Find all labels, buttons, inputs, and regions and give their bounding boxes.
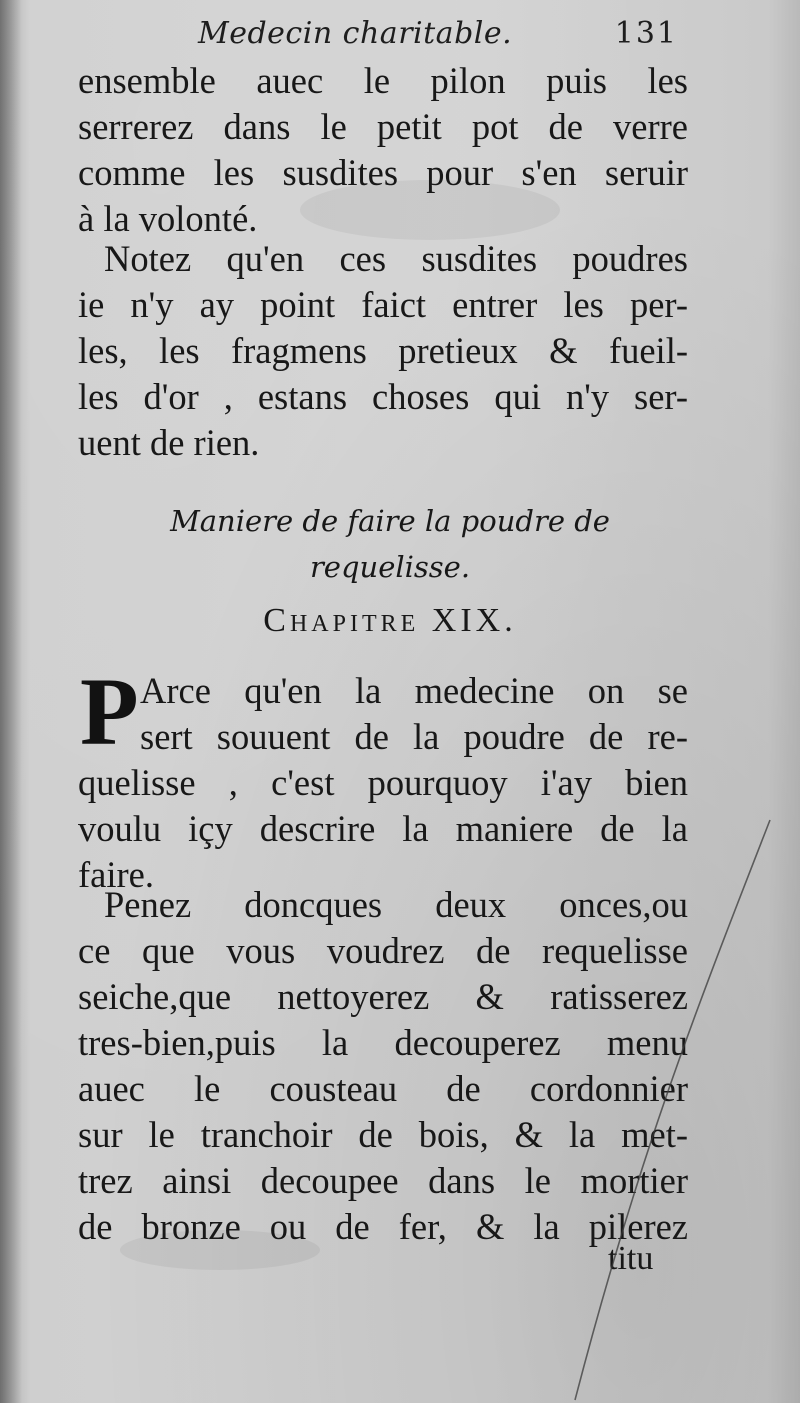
text-line: serrerez dans le petit pot de verre — [78, 106, 688, 147]
text-line: ie n'y ay point faict entrer les per- — [78, 284, 688, 325]
text-line: Arce qu'en la medecine on se — [140, 670, 688, 711]
drop-cap: P — [80, 658, 139, 765]
text-line: comme les susdites pour s'en seruir — [78, 152, 688, 193]
text-line: à la volonté. — [78, 198, 258, 239]
text-line: quelisse , c'est pourquoy i'ay bien — [78, 762, 688, 803]
section-title-line: Maniere de faire la poudre de — [170, 504, 610, 538]
chapter-heading: Chapitre XIX. — [263, 602, 517, 639]
text-line: Penez doncques deux onces,ou — [104, 884, 688, 925]
page-number: 131 — [614, 16, 678, 51]
text-line: les, les fragmens pretieux & fueil- — [78, 330, 688, 371]
text-line: auec le cousteau de cordonnier — [78, 1068, 688, 1109]
text-line: voulu içy descrire la maniere de la — [78, 808, 688, 849]
text-line: tres-bien,puis la decouperez menu — [78, 1022, 688, 1063]
text-line: sert souuent de la poudre de re- — [140, 716, 688, 757]
text-line: Notez qu'en ces susdites poudres — [104, 238, 688, 279]
text-line: uent de rien. — [78, 422, 260, 463]
text-line: sur le tranchoir de bois, & la met- — [78, 1114, 688, 1155]
text-line: ce que vous voudrez de requelisse — [78, 930, 688, 971]
text-line: de bronze ou de fer, & la pilerez — [78, 1206, 688, 1247]
section-title-line: requelisse. — [309, 550, 471, 584]
text-line: trez ainsi decoupee dans le mortier — [78, 1160, 688, 1201]
text-line: ensemble auec le pilon puis les — [78, 60, 688, 101]
text-line: les d'or , estans choses qui n'y ser- — [78, 376, 688, 417]
text-line: faire. — [78, 854, 154, 895]
text-line: seiche,que nettoyerez & ratisserez — [78, 976, 688, 1017]
catchword: titu — [608, 1240, 654, 1277]
running-head: Medecin charitable. — [198, 16, 513, 51]
